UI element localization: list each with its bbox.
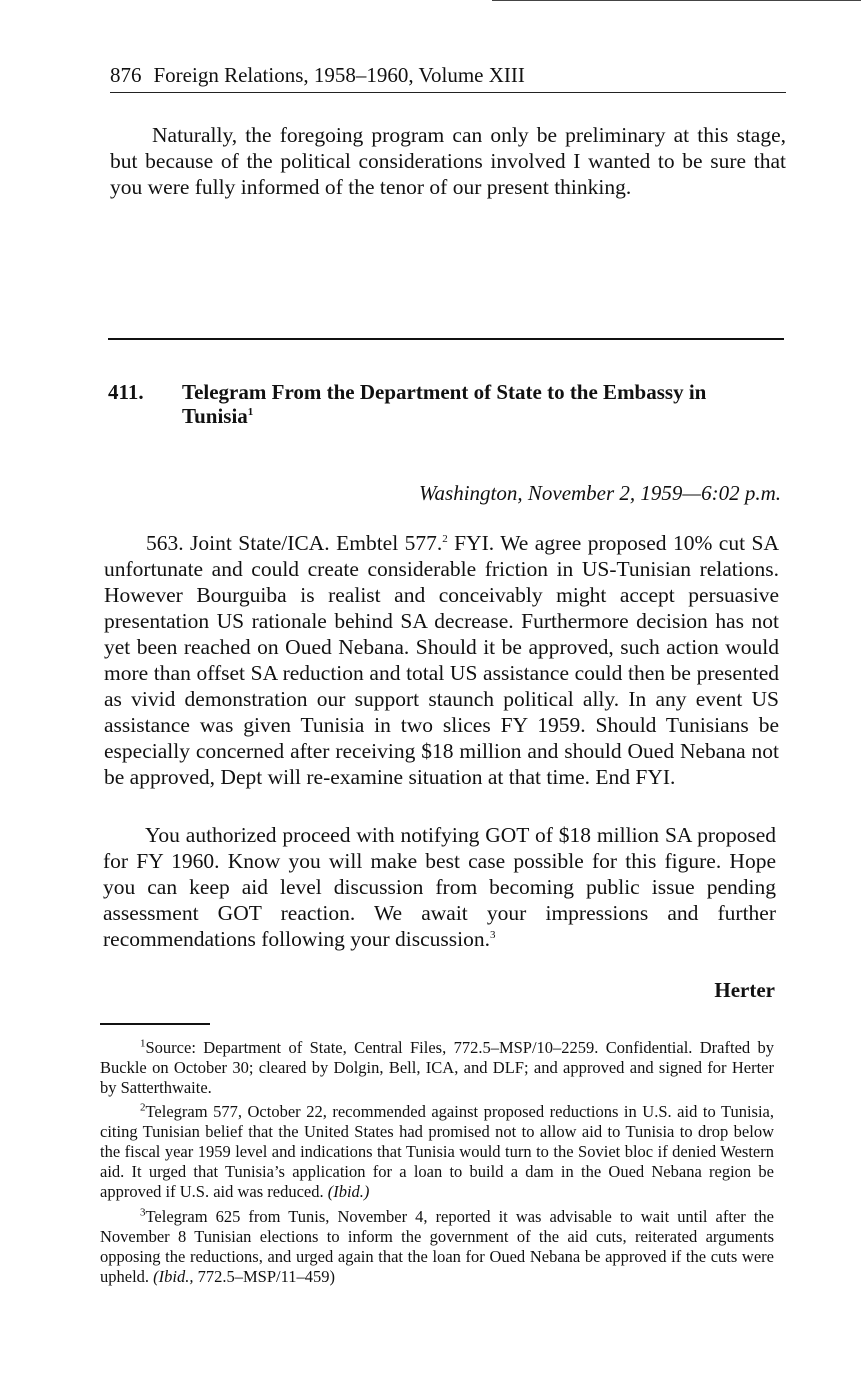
paragraph-1-rest: FYI. We agree proposed 10% cut SA unfortunate and could create considerable friction in US-Tunisian relations. However Bourguiba is realist and conceivably might accept persuasive presentation US rationale behind SA decrease. Furthermore decision has not yet been reached on Oued Nebana. Should it be approved, such action would more than offset SA reduction and total US assistance could then be presented as vivid demonstration our support staunch political ally. In any event US assistance was given Tunisia in two slices FY 1959. Should Tunisians be especially concerned after receiving $18 million and should Oued Nebana not be approved, Dept will re-examine situation at that time. End FYI. xyxy=(104,531,779,789)
footnote-text: Source: Department of State, Central Files, 772.5–MSP/10–2259. Confidential. Drafted by Buckle on October 30; cleared by Dolgin, Bell, ICA, and DLF; and approved and signed for Herter by Satterthwaite. xyxy=(100,1038,774,1097)
intro-paragraph: Naturally, the foregoing program can only be preliminary at this stage, but because of the political considerations involved I wanted to be sure that you were fully informed of the tenor of our present thinking. xyxy=(110,123,786,199)
footnote-ibid: (Ibid., xyxy=(153,1267,194,1286)
footnote-mark: 1 xyxy=(140,1037,146,1050)
telegram-paragraph-2 xyxy=(103,822,776,952)
document-number: 411. xyxy=(108,380,144,404)
document-title-text: Telegram From the Department of State to the Embassy in Tunisia xyxy=(182,380,707,428)
paragraph-1-start: 563. Joint State/ICA. Embtel 577. xyxy=(146,531,443,555)
footnote-ref-1: 1 xyxy=(247,406,254,418)
footnote-divider xyxy=(100,1023,210,1025)
document-title xyxy=(182,380,782,428)
signature: Herter xyxy=(714,978,775,1002)
running-title: Foreign Relations, 1958–1960, Volume XIII xyxy=(153,63,525,87)
footnote-text: Telegram 625 from Tunis, November 4, reported it was advisable to wait until after the November 8 Tunisian elections to inform the government of the aid cuts, reiterated arguments opposing the reductions, and urged again that the loan for Oued Nebana be approved if the cuts were upheld. xyxy=(100,1207,774,1286)
footnote-ref-2: 2 xyxy=(442,532,448,545)
paragraph-2-text: You authorized proceed with notifying GOT of $18 million SA proposed for FY 1960. Know you will make best case possible for this figure. Hope you can keep aid level discussion from becoming public issue pending assessment GOT reaction. We await your impressions and further recommendations following your discussion. xyxy=(103,823,776,951)
footnote-mark: 2 xyxy=(140,1101,146,1114)
footnote-ibid: (Ibid.) xyxy=(327,1182,370,1201)
top-edge-line xyxy=(492,0,861,1)
page-number: 876 xyxy=(110,63,142,87)
telegram-paragraph-1 xyxy=(104,530,779,790)
footnote-3 xyxy=(100,1207,774,1287)
footnote-2 xyxy=(100,1102,774,1202)
running-header xyxy=(110,60,786,93)
footnote-text: Telegram 577, October 22, recommended against proposed reductions in U.S. aid to Tunisia, citing Tunisian belief that the United States had promised not to allow aid to Tunisia to drop below the fiscal year 1959 level and indications that Tunisia would turn to the Soviet bloc if denied Western aid. It urged that Tunisia’s application for a loan to build a dam in the Oued Nebana region be approved if U.S. aid was reduced. xyxy=(100,1102,774,1201)
section-divider xyxy=(108,338,784,340)
footnote-citation: 772.5–MSP/11–459) xyxy=(193,1267,335,1286)
footnote-ref-3: 3 xyxy=(489,928,496,941)
footnote-1 xyxy=(100,1038,774,1098)
footnote-mark: 3 xyxy=(140,1206,146,1219)
dateline: Washington, November 2, 1959—6:02 p.m. xyxy=(418,481,781,505)
